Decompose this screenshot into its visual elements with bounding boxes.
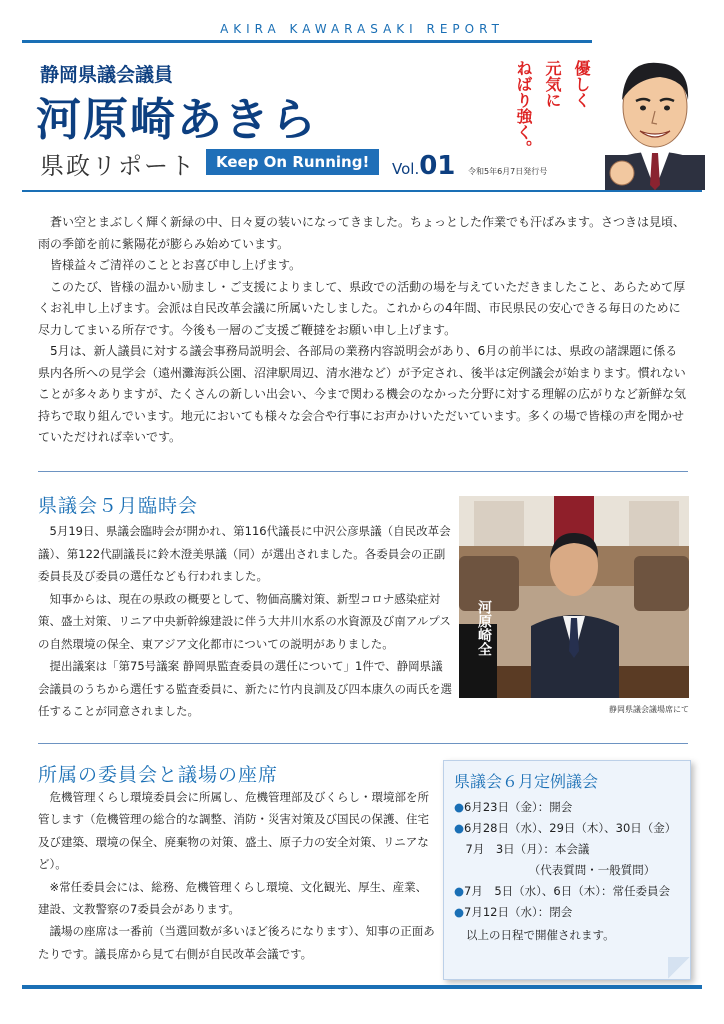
section-paragraph: 提出議案は「第75号議案 静岡県監査委員の選任について」1件で、静岡県議会議員のうちから選任する監査委員に、新たに竹内良訓及び四本康久の両氏を選任することが同意されました。 [38,659,452,718]
assembly-seat-photo [459,496,689,698]
section-paragraph: 議場の座席は一番前（当選回数が多いほど後ろになります）、知事の正面あたりです。議長席から見て右側が自民改革会議です。 [38,924,435,961]
section-paragraph: 知事からは、現在の県政の概要として、物価高騰対策、新型コロナ感染症対策、盛土対策、リニア中央新幹線建設に伴う大井川水系の水資源及び南アルプスの自然環境の保全、東アジア文化都市についての説明がありました。 [38,591,451,651]
top-rule [22,40,592,43]
report-series-label: AKIRA KAWARASAKI REPORT [220,22,504,36]
bullet-icon: ● [454,905,465,919]
schedule-item [454,902,676,923]
volume-number [392,151,455,181]
june-session-schedule-box [443,760,691,980]
schedule-item-text: 7月 5日（水）、6日（木）：常任委員会 [464,884,670,898]
member-title: 静岡県議会議員 [40,64,174,86]
page-curl-decoration [668,957,690,979]
schedule-title: 県議会６月定例議会 [454,772,599,791]
volume-prefix: Vol. [392,160,420,178]
photo-nameplate: 河原崎全 [476,600,492,656]
schedule-item [454,860,676,881]
section-divider [38,471,688,472]
committee-body [38,786,438,965]
schedule-item [454,797,676,818]
photo-caption: 静岡県議会議場席にて [609,705,689,714]
may-session-body [38,520,452,723]
schedule-item-text: 7月12日（水）：閉会 [464,905,573,919]
caricature-illustration [600,45,710,190]
section-divider [38,743,688,744]
issue-date: 令和5年6月7日発行号 [468,167,548,176]
schedule-item-text: （代表質問・一般質問） [454,863,656,877]
schedule-item [454,818,676,839]
section-paragraph: ※常任委員会には、総務、危機管理くらし環境、文化観光、厚生、産業、建設、文教警察の7委員会があります。 [38,879,428,917]
bullet-icon: ● [454,821,465,835]
section-title-may-session: 県議会５月臨時会 [38,495,199,517]
slogan-line-2: 元気に [543,60,562,108]
schedule-item [454,881,676,902]
slogan-line-1: 優しく [572,60,591,108]
header-rule [22,190,702,192]
schedule-list [454,797,676,923]
intro-paragraph: 5月は、新人議員に対する議会事務局説明会、各部局の業務内容説明会があり、6月の前半には、県政の諸課題に係る県内各所への見学会（遠州灘海浜公園、沼津駅周辺、清水港など）が予定され、後半は定例議会が始まります。慣れないことが多々ありますが、たくさんの新しい出会い、今まで関わる機会のなかった分野に対する理解の広がりなど新鮮な気持ちで取り組んでいます。地元においても様々な会合や行事にお声かけいただいています。多くの場で皆様の声を聞かせていただければ幸いです。 [38,344,687,444]
intro-paragraph: このたび、皆様の温かい励まし・ご支援によりまして、県政での活動の場を与えていただきましたこと、あらためて厚くお礼申し上げます。会派は自民改革会議に所属いたしました。これからの4年間、市民県民の安心できる毎日のために尽力してまいる所存です。今後も一層のご支援ご鞭撻をお願い申し上げます。 [38,279,686,337]
schedule-footer: 以上の日程で開催されます。 [466,928,615,942]
vertical-slogan [512,60,593,156]
intro-paragraph: 蒼い空とまぶしく輝く新緑の中、日々夏の装いになってきました。ちょっとした作業でも汗ばみます。さつきは見頃、雨の季節を前に紫陽花が膨らみ始めています。 [38,215,686,251]
schedule-item [454,839,676,860]
footer-rule [22,985,702,989]
section-paragraph: 危機管理くらし環境委員会に所属し、危機管理部及びくらし・環境部を所管します（危機管理の総合的な調整、消防・災害対策及び国民の保護、住宅及び建築、環境の保全、廃棄物の対策、盛土、原子力の安全対策、リニアなど）。 [38,790,429,872]
section-paragraph: 5月19日、県議会臨時会が開かれ、第116代議長に中沢公彦県議（自民改革会議）、第122代副議長に鈴木澄美県議（同）が選出されました。各委員会の正副委員長及び委員の選任なども行われました。 [38,524,451,583]
intro-paragraph: 皆様益々ご清祥のこととお喜び申し上げます。 [50,258,302,272]
slogan-badge: Keep On Running! [206,149,379,175]
section-title-committee: 所属の委員会と議場の座席 [38,764,279,786]
bullet-icon: ● [454,800,465,814]
intro-greeting [38,212,688,449]
schedule-item-text: 7月 3日（月）：本会議 [454,842,590,856]
schedule-item-text: 6月23日（金）：開会 [464,800,573,814]
bullet-icon: ● [454,884,465,898]
schedule-item-text: 6月28日（水）、29日（木）、30日（金） [464,821,677,835]
volume-digits: 01 [419,151,456,181]
report-name: 県政リポート [40,152,196,180]
politician-name: 河原崎あきら [36,93,319,146]
slogan-line-3: ねばり強く。 [514,60,533,156]
